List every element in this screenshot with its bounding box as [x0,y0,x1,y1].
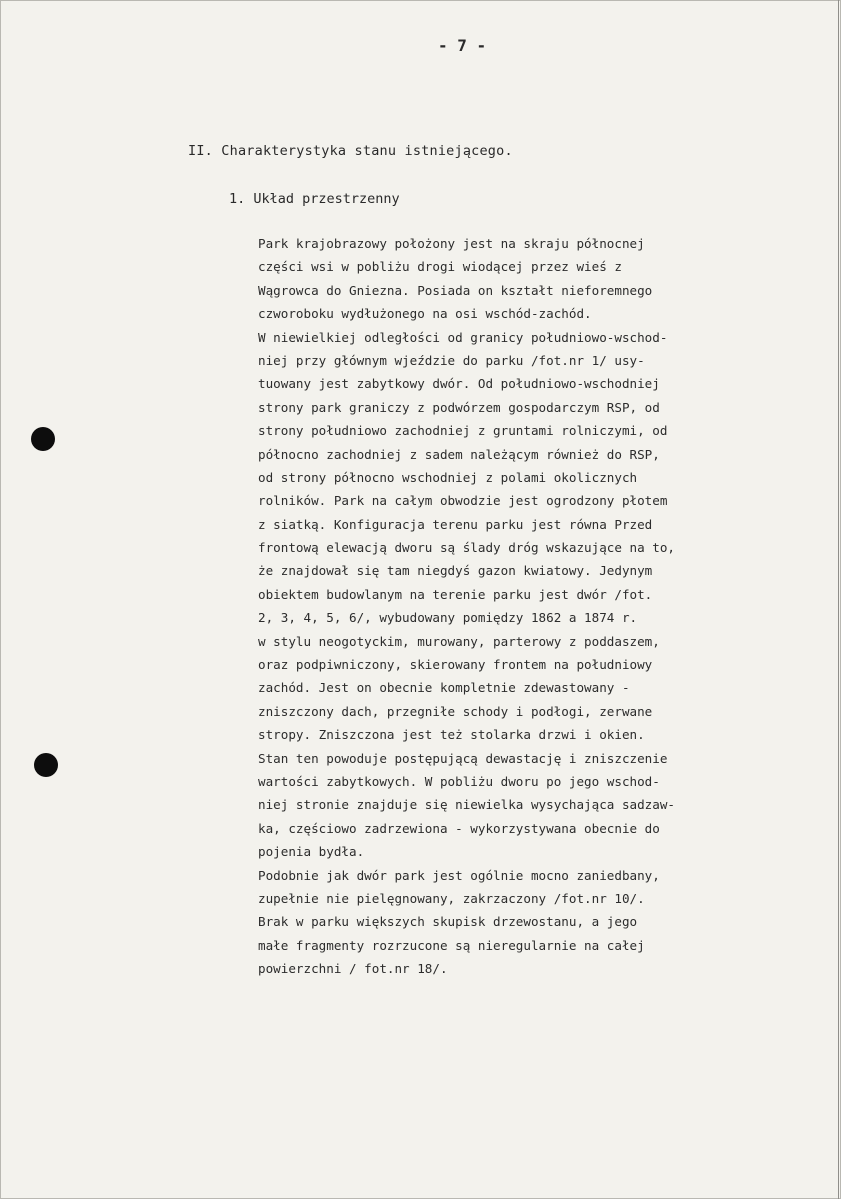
text-line: strony park graniczy z podwórzem gospodarczym RSP, od [258,399,660,415]
punch-hole [31,427,55,451]
text-line: obiektem budowlanym na terenie parku jest dwór /fot. [258,586,653,602]
text-line: zachód. Jest on obecnie kompletnie zdewastowany - [258,680,630,696]
text-line: małe fragmenty rozrzucone są nieregularnie na całej [258,937,645,953]
text-line: że znajdował się tam niegdyś gazon kwiatowy. Jedynym [258,563,653,579]
text-line: Podobnie jak dwór park jest ogólnie mocno zaniedbany, [258,867,660,883]
text-line: ka, częściowo zadrzewiona - wykorzystywana obecnie do [258,820,660,836]
text-line: pojenia bydła. [258,844,365,860]
text-line: Brak w parku większych skupisk drzewostanu, a jego [258,914,638,930]
text-line: Stan ten powoduje postępującą dewastację i zniszczenie [258,750,668,766]
text-line: zniszczony dach, przegniłe schody i podłogi, zerwane [258,703,653,719]
text-line: Wągrowca do Gniezna. Posiada on kształt nieforemnego [258,282,653,298]
text-line: tuowany jest zabytkowy dwór. Od południowo-wschodniej [258,376,660,392]
text-line: północno zachodniej z sadem należącym również do RSP, [258,446,660,462]
page-number: - 7 - [438,36,487,55]
text-line: wartości zabytkowych. W pobliżu dworu po jego wschod- [258,773,660,789]
text-line: rolników. Park na całym obwodzie jest ogrodzony płotem [258,493,668,509]
text-line: od strony północno wschodniej z polami okolicznych [258,469,638,485]
text-line: niej stronie znajduje się niewielka wysychająca sadzaw- [258,797,676,813]
text-line: z siatką. Konfiguracja terenu parku jest równa Przed [258,516,653,532]
text-line: niej przy głównym wjeździe do parku /fot.nr 1/ usy- [258,352,645,368]
text-line: stropy. Zniszczona jest też stolarka drzwi i okien. [258,727,645,743]
text-line: W niewielkiej odległości od granicy południowo-wschod- [258,329,668,345]
text-line: powierzchni / fot.nr 18/. [258,961,448,977]
text-line: 2, 3, 4, 5, 6/, wybudowany pomiędzy 1862 a 1874 r. [258,610,638,626]
punch-hole [34,753,58,777]
text-line: w stylu neogotyckim, murowany, parterowy z poddaszem, [258,633,660,649]
page-edge [838,0,839,1199]
text-line: strony południowo zachodniej z gruntami rolniczymi, od [258,423,668,439]
section-heading: II. Charakterystyka stanu istniejącego. [188,143,513,159]
text-line: czworoboku wydłużonego na osi wschód-zachód. [258,306,592,322]
text-line: części wsi w pobliżu drogi wiodącej przez wieś z [258,259,622,275]
text-line: frontową elewacją dworu są ślady dróg wskazujące na to, [258,540,676,556]
text-line: oraz podpiwniczony, skierowany frontem na południowy [258,657,653,673]
body-text [258,232,828,981]
subsection-heading: 1. Układ przestrzenny [229,191,400,207]
text-line: Park krajobrazowy położony jest na skraju północnej [258,236,645,251]
text-line: zupełnie nie pielęgnowany, zakrzaczony /fot.nr 10/. [258,890,645,906]
